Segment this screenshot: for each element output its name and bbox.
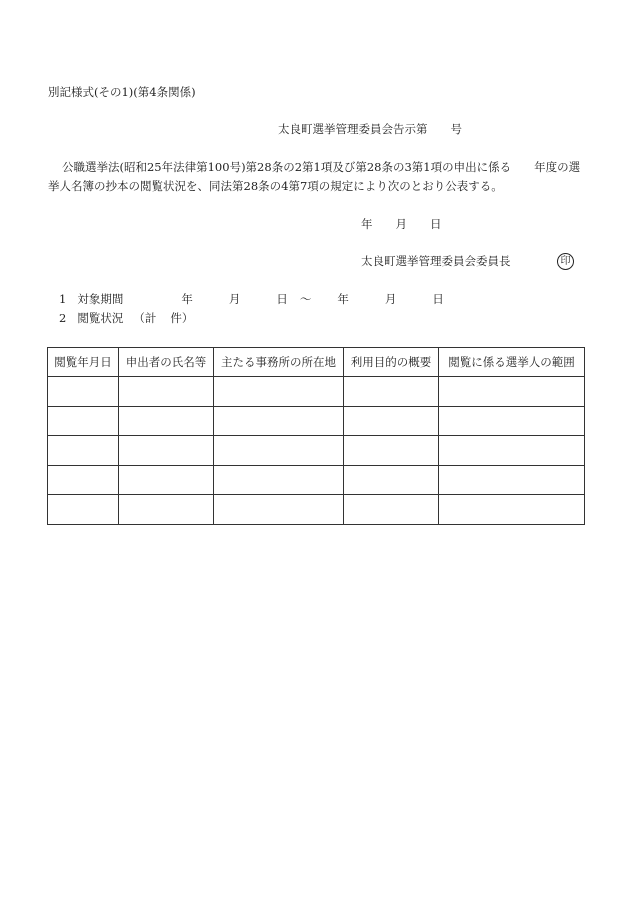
table-header-row	[48, 348, 585, 377]
table-cell	[344, 436, 439, 466]
table-cell	[214, 406, 344, 436]
table-cell	[119, 436, 214, 466]
table-row	[48, 377, 585, 407]
col-header-applicant: 申出者の氏名等	[119, 348, 214, 377]
table-cell	[214, 465, 344, 495]
col-header-voter-scope: 閲覧に係る選挙人の範囲	[439, 348, 585, 377]
notice-number-line: 太良町選挙管理委員会告示第 号	[278, 122, 462, 136]
chairperson-title: 太良町選挙管理委員会委員長	[361, 254, 511, 268]
total-open: （計	[133, 311, 157, 325]
table-cell	[214, 436, 344, 466]
table-cell	[48, 377, 119, 407]
table-cell	[48, 465, 119, 495]
table-cell	[344, 377, 439, 407]
item-viewing-status	[59, 313, 193, 325]
seal-mark: 印	[557, 253, 574, 270]
table-cell	[119, 377, 214, 407]
period-separator: ～	[299, 292, 312, 306]
table-cell	[344, 495, 439, 525]
period-end-month: 月	[384, 292, 397, 306]
table-row	[48, 406, 585, 436]
col-header-date: 閲覧年月日	[48, 348, 119, 377]
date-line: 年 月 日	[361, 217, 442, 231]
table-cell	[439, 377, 585, 407]
table-cell	[344, 465, 439, 495]
period-end-day: 日	[432, 292, 444, 306]
col-header-purpose: 利用目的の概要	[344, 348, 439, 377]
item-label: 対象期間	[77, 292, 124, 306]
body-text-line-2: 挙人名簿の抄本の閲覧状況を、同法第28条の4第7項の規定により次のとおり公表する。	[48, 179, 503, 193]
table-cell	[48, 495, 119, 525]
table-cell	[344, 406, 439, 436]
table-cell	[439, 406, 585, 436]
table-cell	[214, 495, 344, 525]
period-start-year: 年	[181, 292, 193, 306]
table-cell	[439, 495, 585, 525]
item-target-period	[59, 294, 444, 306]
item-number: 2	[59, 311, 67, 325]
table-row	[48, 465, 585, 495]
table-cell	[119, 406, 214, 436]
table-cell	[439, 436, 585, 466]
total-close: 件）	[170, 311, 194, 325]
period-end-year: 年	[337, 292, 349, 306]
viewing-status-table	[47, 347, 585, 525]
period-start-month: 月	[228, 292, 241, 306]
table-cell	[439, 465, 585, 495]
col-header-office-address: 主たる事務所の所在地	[214, 348, 344, 377]
item-label: 閲覧状況	[77, 311, 124, 325]
form-label: 別記様式(その1)(第4条関係)	[48, 85, 196, 99]
table-row	[48, 495, 585, 525]
table-cell	[214, 377, 344, 407]
table-cell	[119, 465, 214, 495]
period-start-day: 日	[276, 292, 288, 306]
item-number: 1	[59, 292, 67, 306]
table-row	[48, 436, 585, 466]
table-cell	[48, 436, 119, 466]
body-text-line-1: 公職選挙法(昭和25年法律第100号)第28条の2第1項及び第28条の3第1項の申出に係る 年度の選	[62, 160, 581, 174]
table-cell	[48, 406, 119, 436]
table-cell	[119, 495, 214, 525]
